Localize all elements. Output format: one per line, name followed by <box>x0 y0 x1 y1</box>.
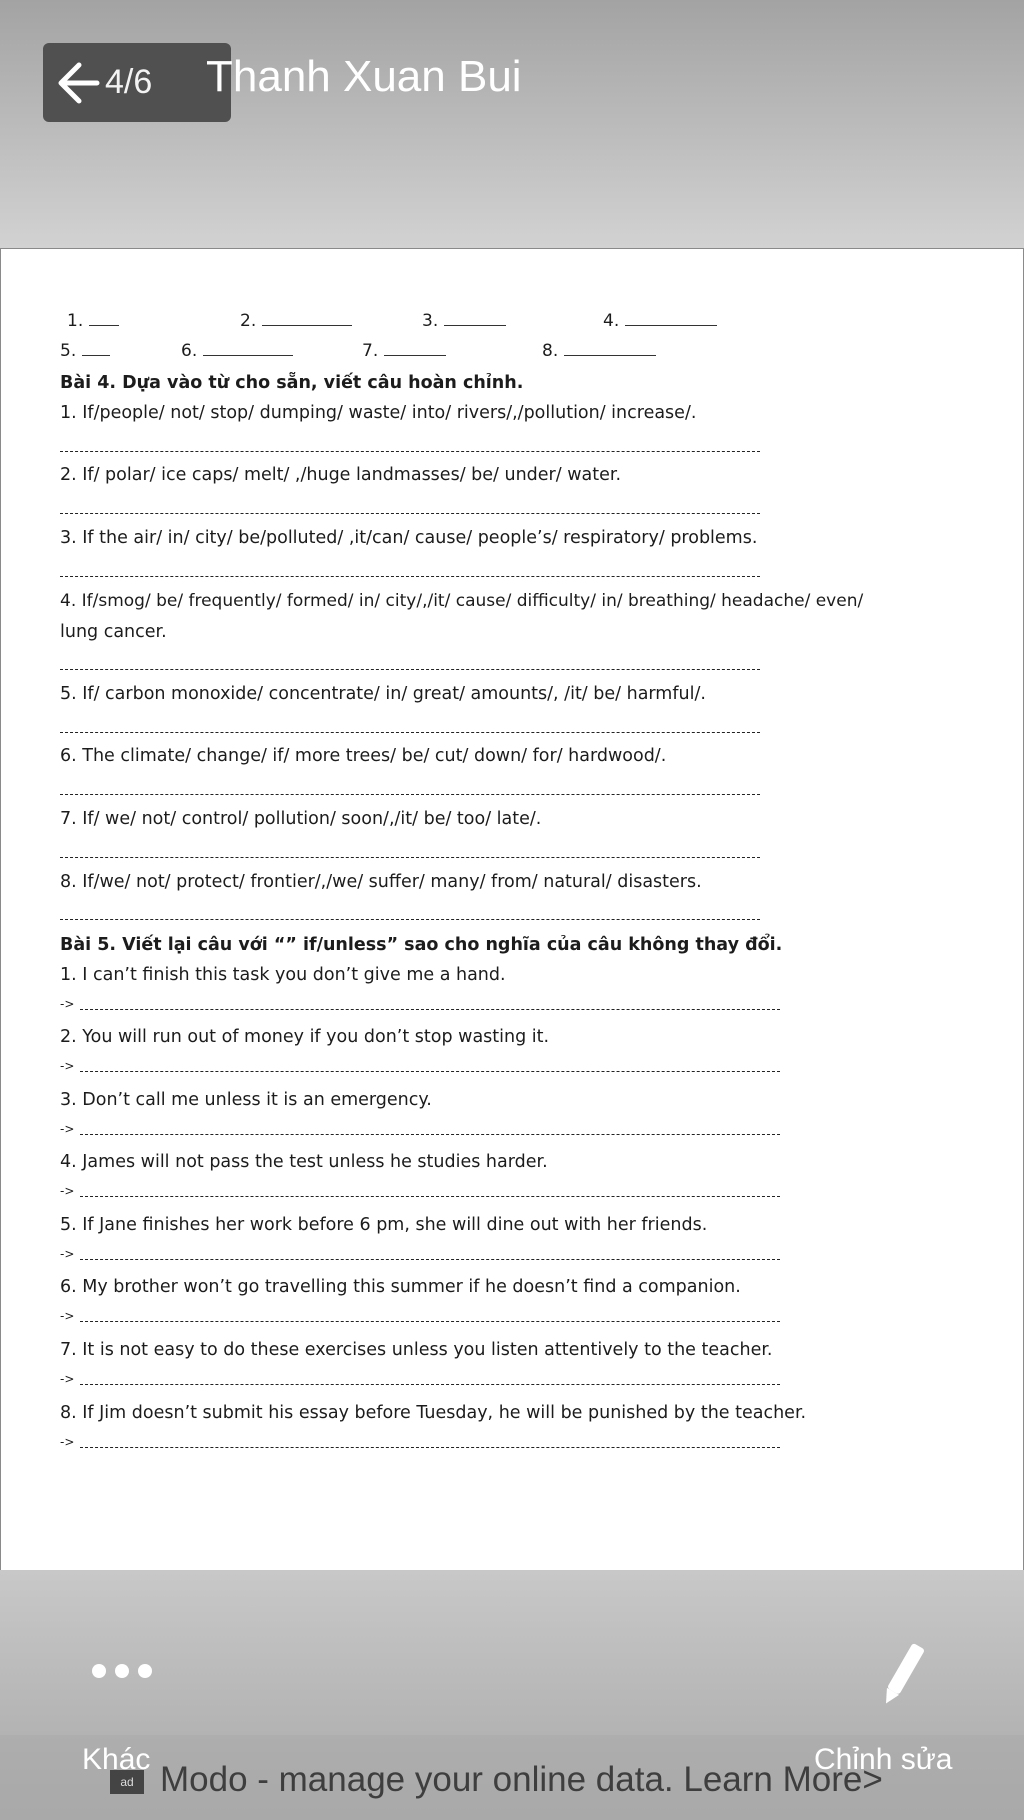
ad-icon: ad <box>110 1770 144 1794</box>
answer-5: 5. <box>60 341 110 361</box>
ex5-item-3: 3. Don’t call me unless it is an emergency. <box>60 1090 432 1110</box>
back-button[interactable] <box>43 43 231 122</box>
answer-arrow: -> <box>60 1184 75 1198</box>
answer-line <box>60 513 760 514</box>
answer-arrow: -> <box>60 997 75 1011</box>
answer-line <box>80 1134 780 1135</box>
pencil-icon[interactable] <box>880 1638 926 1710</box>
page-counter: 4/6 <box>105 63 153 101</box>
ex4-item-3: 3. If the air/ in/ city/ be/polluted/ ,it/can/ cause/ people’s/ respiratory/ problems. <box>60 528 758 548</box>
ex5-item-1: 1. I can’t finish this task you don’t give me a hand. <box>60 965 506 985</box>
answer-line <box>80 1321 780 1322</box>
ex4-item-4-continued: lung cancer. <box>60 622 167 642</box>
page-title: Thanh Xuan Bui <box>206 52 522 101</box>
ex5-item-5: 5. If Jane finishes her work before 6 pm, she will dine out with her friends. <box>60 1215 708 1235</box>
answer-line <box>80 1009 780 1010</box>
ex4-item-8: 8. If/we/ not/ protect/ frontier/,/we/ suffer/ many/ from/ natural/ disasters. <box>60 872 702 892</box>
answer-line <box>80 1447 780 1448</box>
document-page <box>0 248 1024 1572</box>
edit-button-label[interactable]: Chỉnh sửa <box>814 1743 953 1776</box>
ex5-item-8: 8. If Jim doesn’t submit his essay before Tuesday, he will be punished by the teacher. <box>60 1403 807 1423</box>
exercise-5-heading: Bài 5. Viết lại câu với “” if/unless” sao cho nghĩa của câu không thay đổi. <box>60 935 783 955</box>
answer-7: 7. <box>362 341 446 361</box>
answer-arrow: -> <box>60 1247 75 1261</box>
ex5-item-2: 2. You will run out of money if you don’t stop wasting it. <box>60 1027 550 1047</box>
ex5-item-6: 6. My brother won’t go travelling this summer if he doesn’t find a companion. <box>60 1277 741 1297</box>
answer-3: 3. <box>422 311 506 331</box>
ex5-item-4: 4. James will not pass the test unless he studies harder. <box>60 1152 548 1172</box>
answer-arrow: -> <box>60 1435 75 1449</box>
answer-arrow: -> <box>60 1122 75 1136</box>
ad-banner-text[interactable]: Modo - manage your online data. Learn More> <box>160 1760 883 1799</box>
answer-line <box>80 1384 780 1385</box>
ex4-item-6: 6. The climate/ change/ if/ more trees/ be/ cut/ down/ for/ hardwood/. <box>60 746 667 766</box>
more-button-label[interactable]: Khác <box>82 1743 151 1776</box>
answer-line <box>60 794 760 795</box>
answer-line <box>80 1071 780 1072</box>
answer-arrow: -> <box>60 1059 75 1073</box>
answer-line <box>60 669 760 670</box>
answer-line <box>80 1196 780 1197</box>
ex4-item-2: 2. If/ polar/ ice caps/ melt/ ,/huge landmasses/ be/ under/ water. <box>60 465 622 485</box>
answer-line <box>60 857 760 858</box>
answer-line <box>60 576 760 577</box>
answer-6: 6. <box>181 341 293 361</box>
answer-line <box>60 451 760 452</box>
answer-arrow: -> <box>60 1309 75 1323</box>
ex4-item-1: 1. If/people/ not/ stop/ dumping/ waste/ into/ rivers/,/pollution/ increase/. <box>60 403 697 423</box>
answer-line <box>60 732 760 733</box>
arrow-left-icon <box>53 55 109 111</box>
answer-line <box>60 919 760 920</box>
answer-2: 2. <box>240 311 352 331</box>
answer-1: 1. <box>67 311 119 331</box>
answer-8: 8. <box>542 341 656 361</box>
ex4-item-4: 4. If/smog/ be/ frequently/ formed/ in/ city/,/it/ cause/ difficulty/ in/ breathing/ headache/ even/ <box>60 591 864 611</box>
top-bar <box>0 0 1024 248</box>
more-icon[interactable] <box>92 1664 152 1678</box>
ex5-item-7: 7. It is not easy to do these exercises unless you listen attentively to the teacher. <box>60 1340 773 1360</box>
answer-4: 4. <box>603 311 717 331</box>
exercise-4-heading: Bài 4. Dựa vào từ cho sẵn, viết câu hoàn chỉnh. <box>60 373 524 393</box>
ex4-item-7: 7. If/ we/ not/ control/ pollution/ soon/,/it/ be/ too/ late/. <box>60 809 542 829</box>
answer-line <box>80 1259 780 1260</box>
answer-arrow: -> <box>60 1372 75 1386</box>
ex4-item-5: 5. If/ carbon monoxide/ concentrate/ in/ great/ amounts/, /it/ be/ harmful/. <box>60 684 706 704</box>
